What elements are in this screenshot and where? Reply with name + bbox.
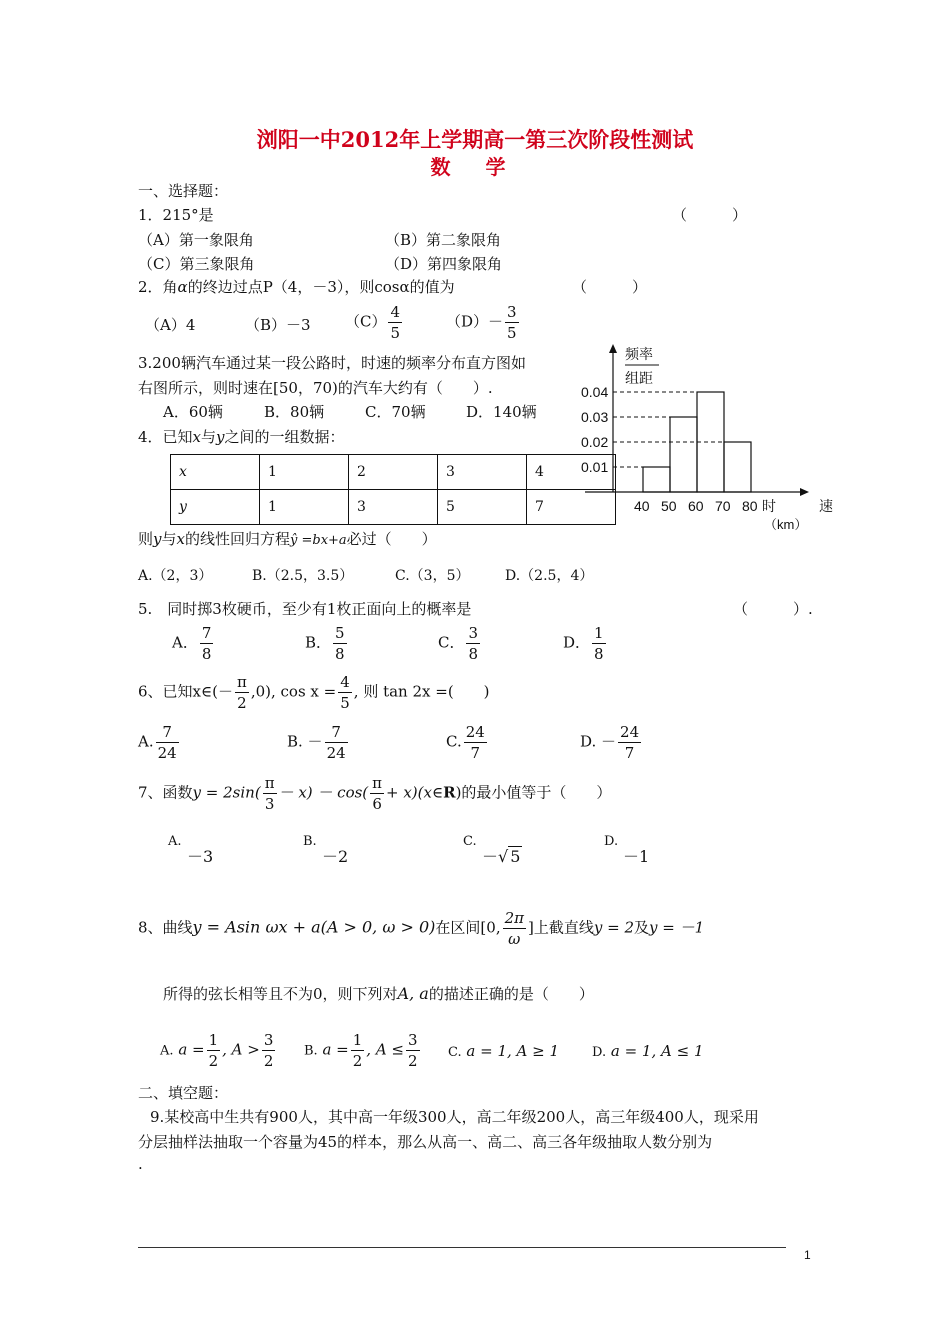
section-heading-fill: 二、填空题： — [138, 1084, 229, 1102]
x-tick-label: 80 — [742, 498, 758, 514]
table-cell: x — [171, 455, 260, 490]
q8-option-b: B. a = $\frac{1}{2}$ , A ≤ $\frac{3}{2}$ — [304, 1031, 418, 1070]
histogram-bar — [643, 467, 670, 492]
ylabel-bottom: 组距 — [625, 371, 653, 387]
table-cell: 5 — [438, 490, 527, 525]
q4-stem: 4．已知x与y之间的一组数据： — [138, 428, 345, 446]
q9-line-2: 分层抽样法抽取一个容量为45的样本，那么从高一、高二、高三各年级抽取人数分别为 — [138, 1133, 713, 1151]
y-tick-label: 0.04 — [581, 384, 609, 400]
q1-option-d: （D）第四象限角 — [385, 255, 503, 273]
x-tick-label: 60 — [688, 498, 704, 514]
table-cell: 4 — [527, 455, 616, 490]
x-tick-label: 50 — [661, 498, 677, 514]
q2-option-a: （A）4 — [145, 316, 196, 334]
q7-option-a-label: A. — [168, 834, 182, 849]
q7-option-d-label: D. — [604, 834, 619, 849]
x-tick-label: 40 — [634, 498, 650, 514]
q6-option-a: A. $\frac{7}{24}$ — [138, 723, 177, 762]
section-heading-choice: 一、选择题： — [138, 182, 229, 200]
q4-option-b: B.（2.5，3.5） — [252, 568, 354, 584]
y-tick-label: 0.02 — [581, 434, 609, 450]
q7-stem: 7、函数y = 2sin( $\frac{\pi}{3}$ － x) － cos( $\frac{\pi}{6}$ + x)(x∈R)的最小值等于（ ） — [138, 774, 612, 813]
xlabel-unit: （km） — [764, 517, 808, 532]
q3-option-a: A．60辆 — [163, 403, 223, 421]
q6-option-d: D. － $\frac{24}{7}$ — [580, 723, 640, 762]
y-tick-label: 0.03 — [581, 409, 609, 425]
q4-regression-line: 则y与x的线性回归方程ŷ =bx+a必过（ ） — [138, 530, 437, 548]
table-cell: 3 — [349, 490, 438, 525]
q2-stem: 2．角α的终边过点P（4，－3），则cosα的值为 — [138, 278, 455, 296]
q7-option-b-value: －2 — [322, 847, 349, 866]
q4-option-a: A.（2，3） — [138, 568, 213, 584]
q6-option-b: B. － $\frac{7}{24}$ — [287, 723, 346, 762]
subject-title: 数 学 — [430, 155, 520, 179]
q4-option-d: D.（2.5，4） — [505, 568, 594, 584]
q9-line-3: . — [138, 1155, 143, 1173]
q3-option-d: D．140辆 — [466, 403, 537, 421]
q9-line-1: 9.某校高中生共有900人，其中高一年级300人，高二年级200人，高三年级400人，现采用 — [150, 1108, 759, 1126]
table-cell: 3 — [438, 455, 527, 490]
q1-answer-paren: （ ） — [672, 206, 748, 224]
q4-option-c: C.（3，5） — [395, 568, 470, 584]
table-row — [171, 490, 616, 525]
q5-option-d: D． $\frac{1}{8}$ — [563, 624, 604, 663]
q3-line-2: 右图所示，则时速在[50，70)的汽车大约有（ ）. — [138, 379, 493, 397]
q1-stem: 1．215°是 — [138, 206, 214, 224]
q6-option-c: C. $\frac{24}{7}$ — [446, 723, 485, 762]
q5-option-a: A． $\frac{7}{8}$ — [172, 624, 212, 663]
table-cell: 1 — [260, 490, 349, 525]
page-title: 浏阳一中2012年上学期高一第三次阶段性测试 — [256, 127, 694, 152]
x-axis-arrow — [800, 488, 809, 496]
table-row — [171, 455, 616, 490]
q7-option-a-value: －3 — [187, 847, 214, 866]
table-cell: 7 — [527, 490, 616, 525]
q7-option-d-value: －1 — [623, 847, 650, 866]
q5-stem: 5. 同时掷3枚硬币，至少有1枚正面向上的概率是 — [138, 600, 472, 618]
q1-option-b: （B）第二象限角 — [385, 231, 502, 249]
q8-stem: 8、曲线y = Asin ωx + a(A > 0, ω > 0)在区间[0, $\frac{2\pi}{\omega}$ ]上截直线y = 2及y = －1 — [138, 909, 705, 948]
q8-option-c: C. a = 1, A ≥ 1 — [448, 1042, 560, 1060]
q2-option-c: （C） $\frac{4}{5}$ — [345, 303, 401, 342]
q8-line-2: 所得的弦长相等且不为0，则下列对A, a的描述正确的是（ ） — [163, 984, 594, 1003]
q8-option-a: A. a = $\frac{1}{2}$ , A > $\frac{3}{2}$ — [160, 1031, 274, 1070]
y-tick-label: 0.01 — [581, 459, 609, 475]
q2-option-d: （D）－ $\frac{3}{5}$ — [446, 303, 517, 342]
q2-option-b: （B）－3 — [245, 316, 311, 334]
footer-divider — [138, 1247, 786, 1248]
histogram-bar — [670, 417, 697, 492]
q4-data-table — [170, 454, 616, 525]
q7-option-c-label: C. — [463, 834, 477, 849]
table-cell: 2 — [349, 455, 438, 490]
q5-option-c: C． $\frac{3}{8}$ — [438, 624, 479, 663]
q8-option-d: D. a = 1, A ≤ 1 — [592, 1042, 704, 1060]
ylabel-top: 频率 — [625, 347, 653, 363]
q1-option-c: （C）第三象限角 — [138, 255, 255, 273]
y-axis-arrow — [609, 344, 617, 353]
q3-line-1: 3.200辆汽车通过某一段公路时，时速的频率分布直方图如 — [138, 354, 526, 372]
x-tick-label: 70 — [715, 498, 731, 514]
q3-option-b: B．80辆 — [264, 403, 325, 421]
histogram-bar — [724, 442, 751, 492]
q5-answer-paren: （ ）. — [733, 600, 813, 618]
q2-answer-paren: （ ） — [572, 278, 648, 296]
xlabel-b: 速 — [819, 499, 833, 515]
frequency-histogram — [575, 340, 850, 540]
q5-option-b: B． $\frac{5}{8}$ — [305, 624, 345, 663]
xlabel-a: 时 — [762, 499, 776, 515]
q7-option-b-label: B. — [303, 834, 317, 849]
q3-option-c: C．70辆 — [365, 403, 426, 421]
q6-stem: 6、已知x∈(－ $\frac{\pi}{2}$ ,0), cos x = $\frac{4}{5}$ , 则 tan 2x =( ) — [138, 673, 490, 712]
table-cell: y — [171, 490, 260, 525]
page-number: 1 — [804, 1248, 811, 1262]
q1-option-a: （A）第一象限角 — [138, 231, 254, 249]
table-cell: 1 — [260, 455, 349, 490]
q7-option-c-value: －√ 5 — [482, 847, 521, 866]
